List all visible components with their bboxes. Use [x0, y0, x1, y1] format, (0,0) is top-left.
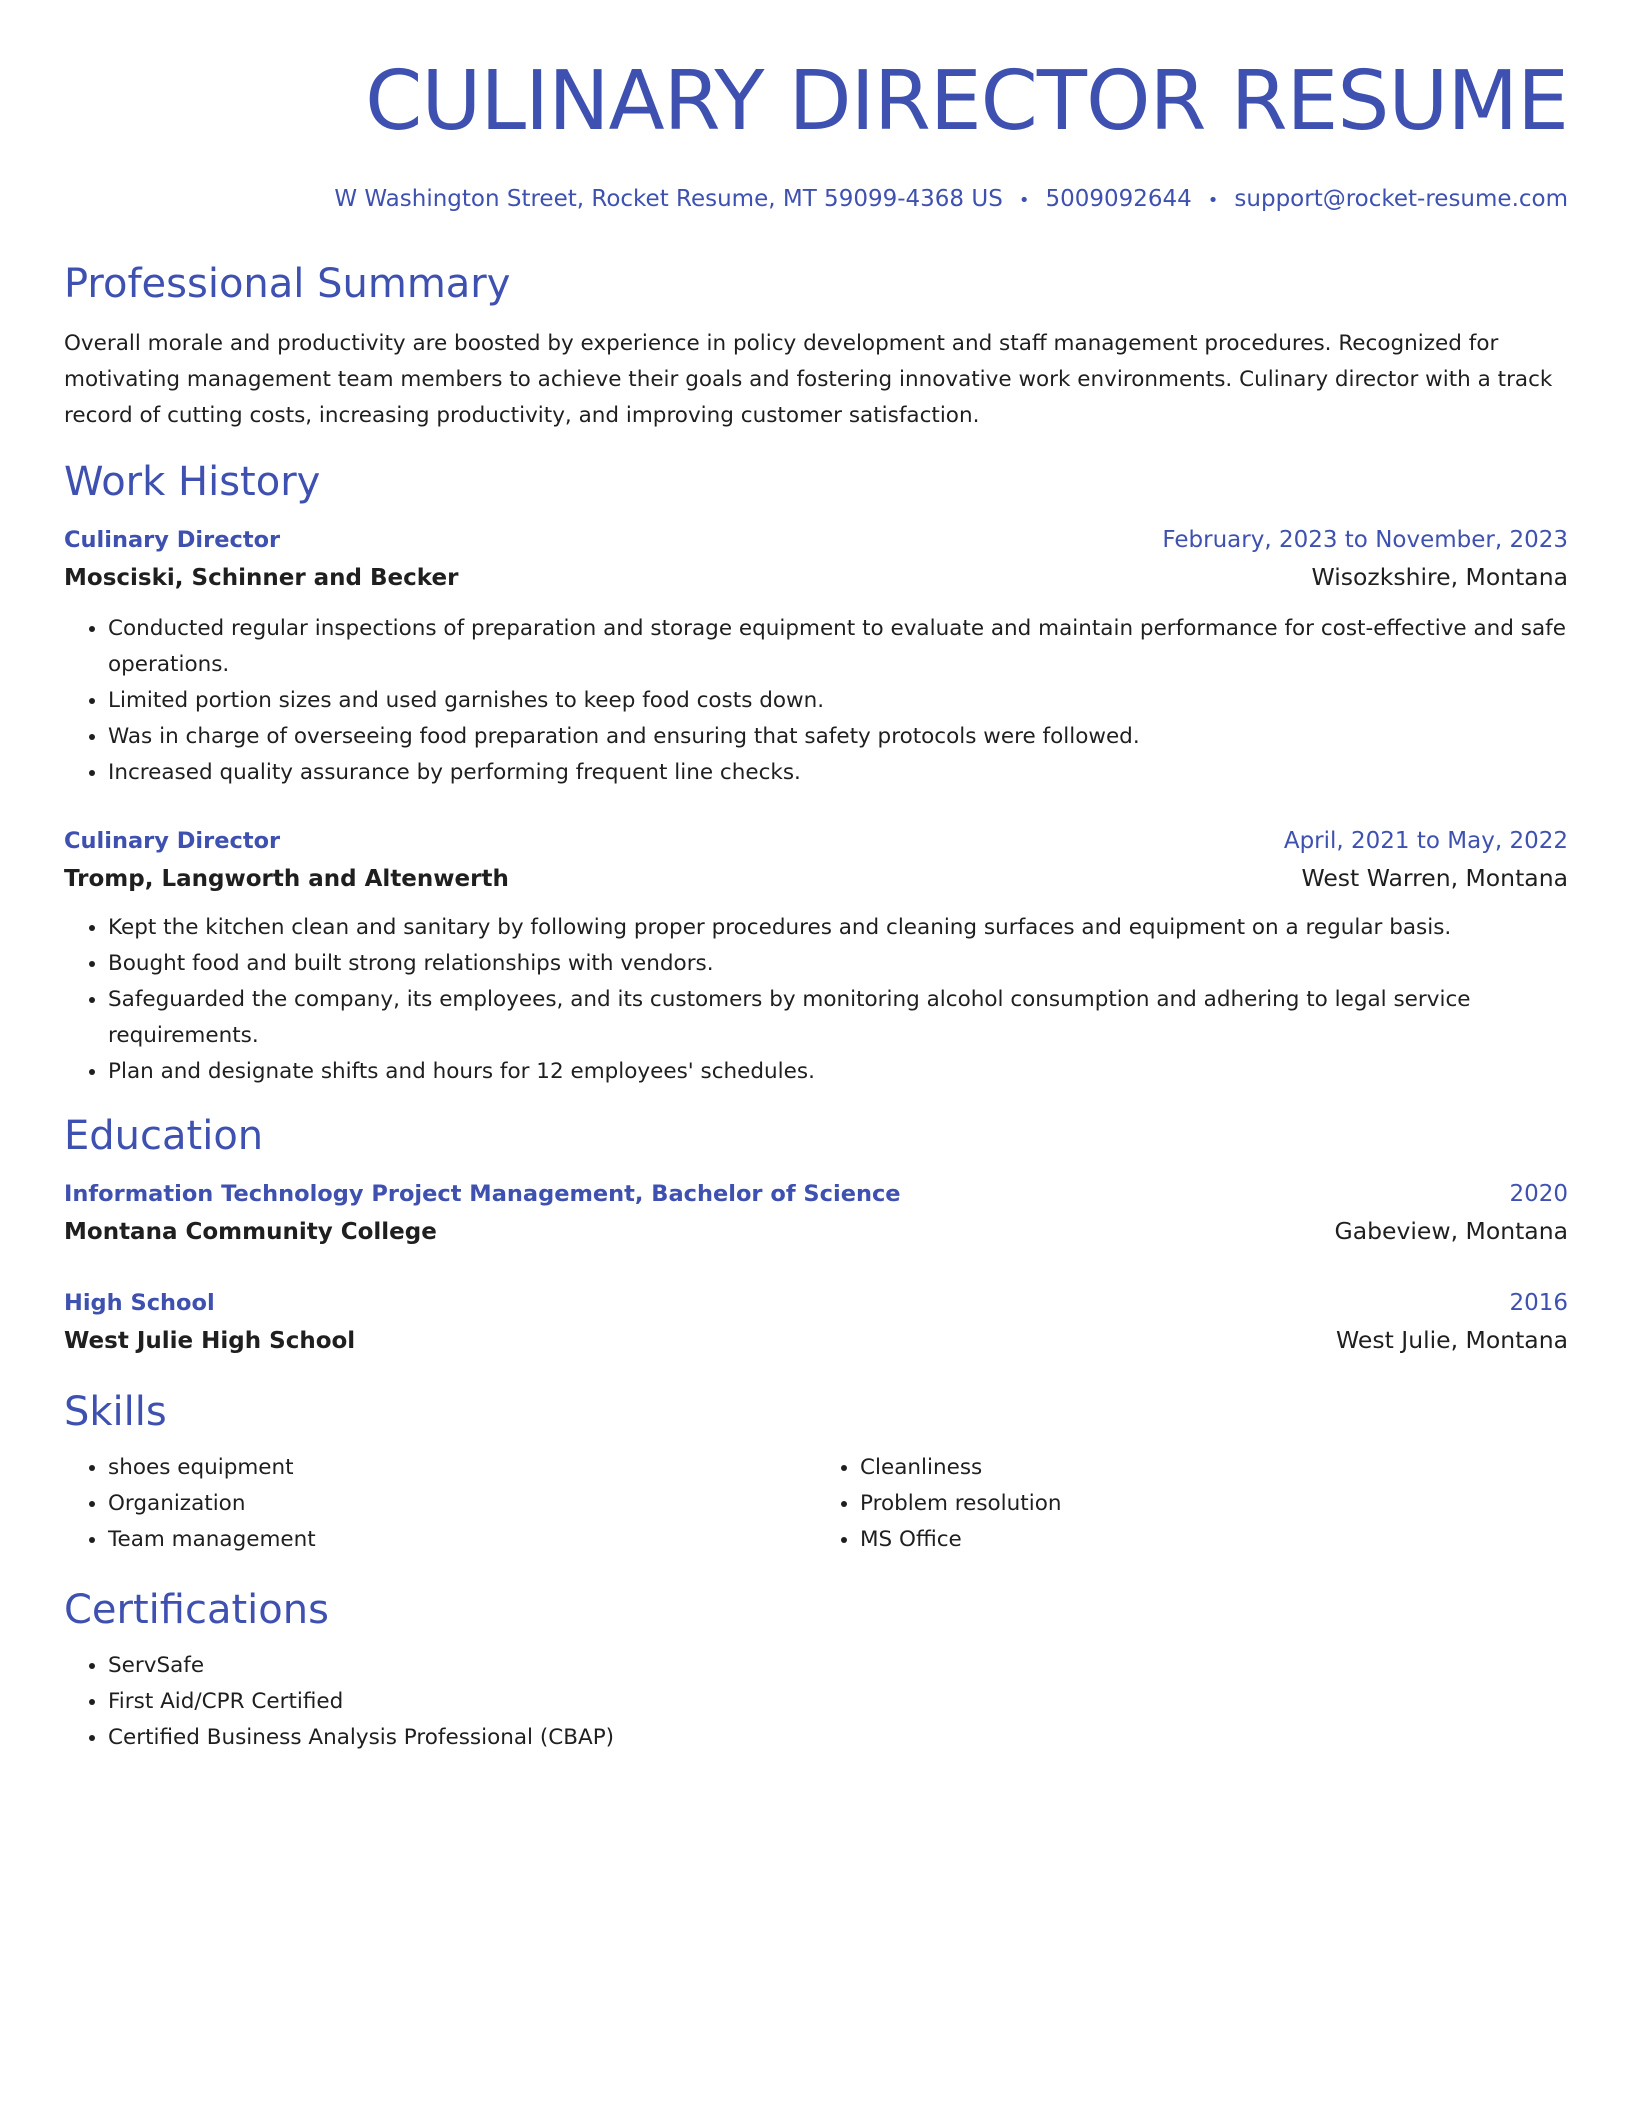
certification-item: • First Aid/CPR Certified — [108, 1684, 1568, 1720]
job-bullet: • Kept the kitchen clean and sanitary by following proper procedures and cleaning surfaces and equipment on a regular basis. — [108, 910, 1568, 946]
job-title: Culinary Director — [64, 527, 281, 553]
skill-item: • MS Office — [860, 1522, 1568, 1558]
job-header-row — [64, 522, 1568, 558]
skill-item: • Organization — [108, 1486, 816, 1522]
skills-list-right — [816, 1450, 1568, 1558]
degree-year: 2020 — [1509, 1181, 1568, 1207]
education-header-row — [64, 1176, 1568, 1212]
education-school-row — [64, 1321, 1568, 1360]
skill-item: • Team management — [108, 1522, 816, 1558]
degree-title: High School — [64, 1290, 215, 1316]
degree-title: Information Technology Project Management, Bachelor of Science — [64, 1181, 901, 1207]
summary-text: Overall morale and productivity are boosted by experience in policy development and staff management procedures. Recognized for motivating management team members to achieve their goals and fostering innovative work environments. Culinary director with a track record of cutting costs, increasing productivity, and improving customer satisfaction. — [64, 331, 1553, 428]
job-dates: April, 2021 to May, 2022 — [1283, 828, 1568, 854]
job-company: Mosciski, Schinner and Becker — [64, 565, 459, 591]
job-bullet-list — [64, 611, 1568, 791]
education-heading: Education — [64, 1113, 264, 1159]
separator-dot: • — [1018, 190, 1030, 211]
job-entry — [64, 823, 1568, 1090]
email-link[interactable]: support@rocket-resume.com — [1234, 186, 1568, 212]
skills-list-left — [64, 1450, 816, 1558]
job-bullet: • Increased quality assurance by performing frequent line checks. — [108, 755, 1568, 791]
separator-dot: • — [1207, 190, 1219, 211]
contact-line — [64, 184, 1568, 216]
job-bullet: • Was in charge of overseeing food preparation and ensuring that safety protocols were followed. — [108, 719, 1568, 755]
school-name: West Julie High School — [64, 1328, 356, 1354]
job-dates: February, 2023 to November, 2023 — [1162, 527, 1568, 553]
job-bullet-list — [64, 910, 1568, 1090]
skills-grid — [64, 1450, 1568, 1558]
skill-item: • shoes equipment — [108, 1450, 816, 1486]
education-entry — [64, 1285, 1568, 1360]
job-bullet: • Limited portion sizes and used garnishes to keep food costs down. — [108, 683, 1568, 719]
certifications-list — [64, 1648, 1568, 1756]
job-company: Tromp, Langworth and Altenwerth — [64, 866, 509, 892]
job-company-row — [64, 859, 1568, 898]
skill-item: • Cleanliness — [860, 1450, 1568, 1486]
job-company-row — [64, 558, 1568, 597]
address-text: W Washington Street, Rocket Resume, MT 59099-4368 US — [334, 186, 1003, 212]
job-title: Culinary Director — [64, 828, 281, 854]
school-location: West Julie, Montana — [1336, 1326, 1568, 1354]
school-name: Montana Community College — [64, 1219, 437, 1245]
school-location: Gabeview, Montana — [1334, 1217, 1568, 1245]
skill-item: • Problem resolution — [860, 1486, 1568, 1522]
job-header-row — [64, 823, 1568, 859]
job-location: Wisozkshire, Montana — [1311, 563, 1568, 591]
job-location: West Warren, Montana — [1301, 864, 1568, 892]
skills-heading: Skills — [64, 1389, 167, 1435]
education-school-row — [64, 1212, 1568, 1251]
certification-item: • Certified Business Analysis Professional (CBAP) — [108, 1720, 1568, 1756]
phone-text: 5009092644 — [1045, 186, 1192, 212]
certification-item: • ServSafe — [108, 1648, 1568, 1684]
summary-heading: Professional Summary — [64, 261, 511, 307]
job-bullet: • Conducted regular inspections of preparation and storage equipment to evaluate and maintain performance for cost-effective and safe operations. — [108, 611, 1568, 683]
work-history-heading: Work History — [64, 459, 321, 505]
resume-title: CULINARY DIRECTOR RESUME — [365, 54, 1568, 149]
job-bullet: • Plan and designate shifts and hours for 12 employees' schedules. — [108, 1054, 1568, 1090]
certifications-heading: Certifications — [64, 1587, 329, 1633]
job-entry — [64, 522, 1568, 791]
degree-year: 2016 — [1509, 1290, 1568, 1316]
education-entry — [64, 1176, 1568, 1251]
job-bullet: • Safeguarded the company, its employees, and its customers by monitoring alcohol consumption and adhering to legal service requirements. — [108, 982, 1568, 1054]
education-header-row — [64, 1285, 1568, 1321]
job-bullet: • Bought food and built strong relationships with vendors. — [108, 946, 1568, 982]
